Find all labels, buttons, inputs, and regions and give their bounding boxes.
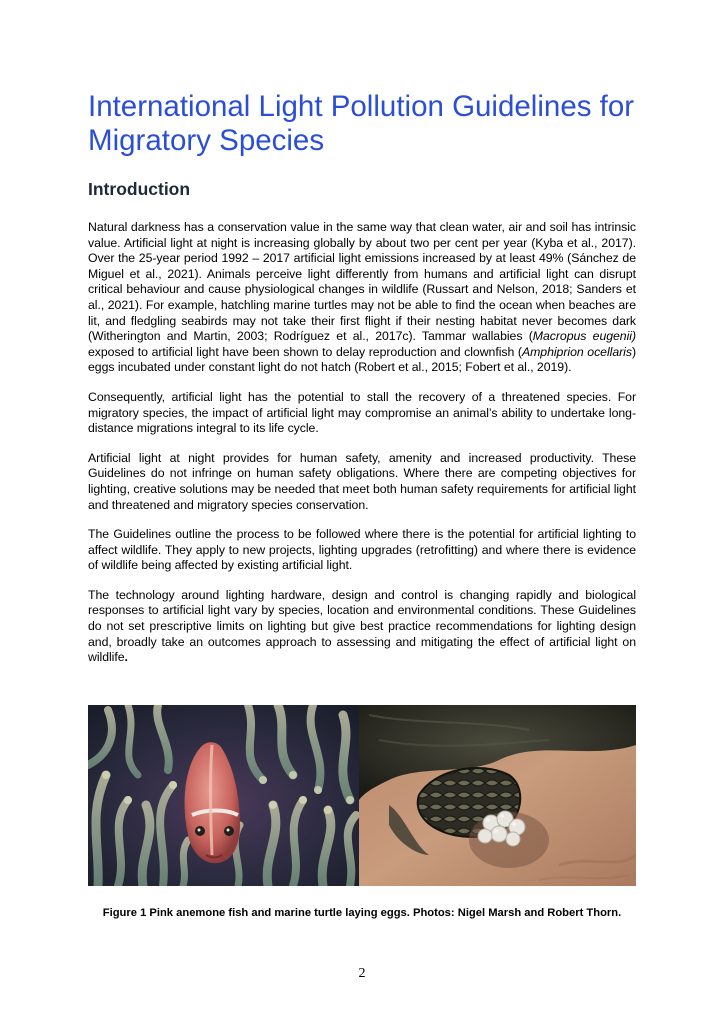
species-name-wallaby: Macropus eugenii) <box>532 329 637 344</box>
paragraph-1-text-a: Natural darkness has a conservation value in the same way that clean water, air and soil has intrinsic value. Artificial light at night is increasing globally by about two per cent per year (Kyba et al., 2017). Over the 25-year period 1992 – 2017 artificial light emissions increased by at least 49% (Sánchez de Miguel et al., 2021). Animals perceive light differently from humans and artificial light can disrupt critical behaviour and cause physiological changes in wildlife (Russart and Nelson, 2018; Sanders et al., 2021). For example, hatchling marine turtles may not be able to find the ocean when beaches are lit, and fledgling seabirds may not take their first flight if their nesting habitat never becomes dark (Witherington and Martin, 2003; Rodríguez et al., 2017c). Tammar wallabies ( <box>88 220 636 344</box>
page-title: International Light Pollution Guidelines for Migratory Species <box>88 90 635 157</box>
paragraph-1-text-b: exposed to artificial light have been shown to delay reproduction and clownfish ( <box>88 344 522 359</box>
section-heading: Introduction <box>88 179 191 199</box>
marine-turtle-photo <box>359 705 636 886</box>
page-number: 2 <box>358 966 366 981</box>
paragraph-3: Artificial light at night provides for human safety, amenity and increased productivity. These Guidelines do not infringe on human safety obligations. Where there are competing objectives for lighting, creative solutions may be needed that meet both human safety requirements for artificial light and threatened and migratory species conservation. <box>88 450 636 512</box>
figure-caption: Figure 1 Pink anemone fish and marine turtle laying eggs. Photos: Nigel Marsh and Robert Thorn. <box>102 907 622 919</box>
figure-1 <box>88 705 636 886</box>
paragraph-5-text: The technology around lighting hardware, design and control is changing rapidly and biological responses to artificial light vary by species, location and environmental conditions. These Guidelines do not set prescriptive limits on lighting but give best practice recommendations for lighting design and, broadly take an outcomes approach to assessing and mitigating the effect of artificial light on wildlife <box>88 587 636 665</box>
paragraph-1-text-c: ) eggs incubated under constant light do not hatch (Robert et al., 2015; Fobert et al., 2019). <box>88 344 636 375</box>
paragraph-5-end-mark: . <box>124 650 128 665</box>
paragraph-4: The Guidelines outline the process to be followed where there is the potential for artificial lighting to affect wildlife. They apply to new projects, lighting upgrades (retrofitting) and where there is evidence of wildlife being affected by existing artificial light. <box>88 527 636 573</box>
paragraph-2: Consequently, artificial light has the potential to stall the recovery of a threatened species. For migratory species, the impact of artificial light may compromise an animal’s ability to undertake long-distance migrations integral to its life cycle. <box>88 389 636 436</box>
body-text <box>88 220 636 666</box>
anemone-fish-photo <box>88 705 359 886</box>
paragraph-1 <box>88 220 636 376</box>
species-name-clownfish: Amphiprion ocellaris <box>521 344 632 359</box>
paragraph-5 <box>88 588 636 666</box>
